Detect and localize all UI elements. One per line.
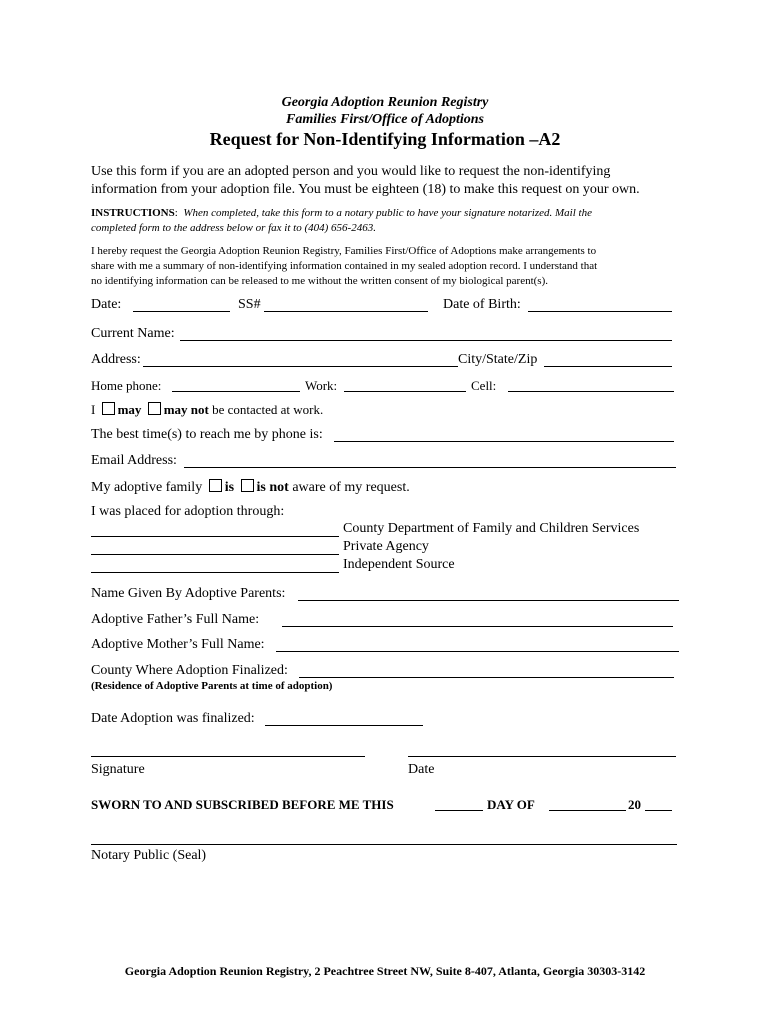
date-label: Date: [91, 297, 122, 312]
email-field[interactable] [184, 467, 676, 468]
address-label: Address: [91, 352, 141, 367]
sworn-month-field[interactable] [549, 810, 626, 811]
aware-label: aware of my request. [292, 480, 410, 495]
is-not-label: is not [256, 480, 289, 495]
is-not-aware-checkbox[interactable] [241, 479, 254, 492]
independent-source-label: Independent Source [343, 557, 455, 572]
name-given-label: Name Given By Adoptive Parents: [91, 586, 286, 601]
date-finalized-label: Date Adoption was finalized: [91, 711, 255, 726]
county-finalized-label: County Where Adoption Finalized: [91, 663, 288, 678]
signature-label: Signature [91, 762, 145, 777]
ss-field[interactable] [264, 311, 428, 312]
date-finalized-field[interactable] [265, 725, 423, 726]
county-dept-field[interactable] [91, 536, 339, 537]
signature-field[interactable] [91, 756, 365, 757]
may-label: may [117, 402, 142, 417]
is-aware-checkbox[interactable] [209, 479, 222, 492]
adoptive-family-label: My adoptive family [91, 480, 203, 495]
is-label: is [224, 480, 235, 495]
notary-field[interactable] [91, 844, 677, 845]
instructions-label: INSTRUCTIONS [91, 207, 175, 219]
sworn-label-2: DAY OF [487, 797, 535, 812]
instructions-text-1: When completed, take this form to a notary public to have your signature notarized. Mail the [183, 207, 592, 219]
may-checkbox[interactable] [102, 402, 115, 415]
instructions-line-1 [91, 207, 592, 219]
independent-source-field[interactable] [91, 572, 339, 573]
father-name-label: Adoptive Father’s Full Name: [91, 612, 260, 627]
sworn-day-field[interactable] [435, 810, 483, 811]
home-phone-label: Home phone: [91, 378, 162, 393]
i-label: I [91, 402, 96, 417]
private-agency-field[interactable] [91, 554, 339, 555]
home-phone-field[interactable] [172, 391, 300, 392]
may-not-label: may not [163, 402, 209, 417]
family-aware-row [91, 479, 410, 496]
email-label: Email Address: [91, 453, 177, 468]
cell-phone-label: Cell: [471, 378, 497, 393]
current-name-field[interactable] [180, 340, 672, 341]
mother-name-label: Adoptive Mother’s Full Name: [91, 637, 265, 652]
instructions-colon: : [174, 207, 178, 219]
request-line-1: I hereby request the Georgia Adoption Reunion Registry, Families First/Office of Adoptions make arrangements to [91, 245, 597, 257]
father-name-field[interactable] [282, 626, 673, 627]
residence-note: (Residence of Adoptive Parents at time of adoption) [91, 680, 333, 692]
footer-address: Georgia Adoption Reunion Registry, 2 Peachtree Street NW, Suite 8-407, Atlanta, Georgia 30303-3142 [124, 964, 646, 978]
contacted-at-work-label: be contacted at work. [212, 402, 324, 417]
request-line-3: no identifying information can be released to me without the written consent of my biological parent(s). [91, 275, 548, 287]
sworn-label-3: 20 [628, 797, 641, 812]
city-state-zip-label: City/State/Zip [458, 352, 538, 367]
best-time-label: The best time(s) to reach me by phone is: [91, 427, 323, 442]
header-registry-name: Georgia Adoption Reunion Registry [281, 95, 489, 110]
page-title: Request for Non-Identifying Information –A2 [209, 129, 561, 149]
instructions-line-2: completed form to the address below or fax it to (404) 656-2463. [91, 222, 376, 234]
may-not-checkbox[interactable] [148, 402, 161, 415]
address-field[interactable] [143, 366, 458, 367]
request-line-2: share with me a summary of non-identifying information contained in my sealed adoption record. I understand that [91, 260, 598, 272]
intro-line-1: Use this form if you are an adopted person and you would like to request the non-identifying [91, 164, 611, 179]
name-given-field[interactable] [298, 600, 679, 601]
notary-label: Notary Public (Seal) [91, 848, 207, 863]
best-time-field[interactable] [334, 441, 674, 442]
cell-phone-field[interactable] [508, 391, 674, 392]
private-agency-label: Private Agency [343, 539, 429, 554]
signature-date-field[interactable] [408, 756, 676, 757]
header-office-name: Families First/Office of Adoptions [286, 112, 484, 127]
intro-line-2: information from your adoption file. You must be eighteen (18) to make this request on your own. [91, 182, 640, 197]
dob-field[interactable] [528, 311, 672, 312]
work-phone-field[interactable] [344, 391, 466, 392]
mother-name-field[interactable] [276, 651, 679, 652]
work-phone-label: Work: [305, 378, 338, 393]
sworn-label-1: SWORN TO AND SUBSCRIBED BEFORE ME THIS [91, 797, 394, 812]
sworn-year-field[interactable] [645, 810, 672, 811]
county-finalized-field[interactable] [299, 677, 674, 678]
work-contact-row [91, 402, 323, 418]
signature-date-label: Date [408, 762, 435, 777]
placed-through-label: I was placed for adoption through: [91, 504, 285, 519]
current-name-label: Current Name: [91, 326, 175, 341]
date-field[interactable] [133, 311, 230, 312]
city-state-zip-field[interactable] [544, 366, 672, 367]
dob-label: Date of Birth: [443, 297, 521, 312]
county-dept-label: County Department of Family and Children Services [343, 521, 640, 536]
ss-label: SS# [238, 297, 261, 312]
